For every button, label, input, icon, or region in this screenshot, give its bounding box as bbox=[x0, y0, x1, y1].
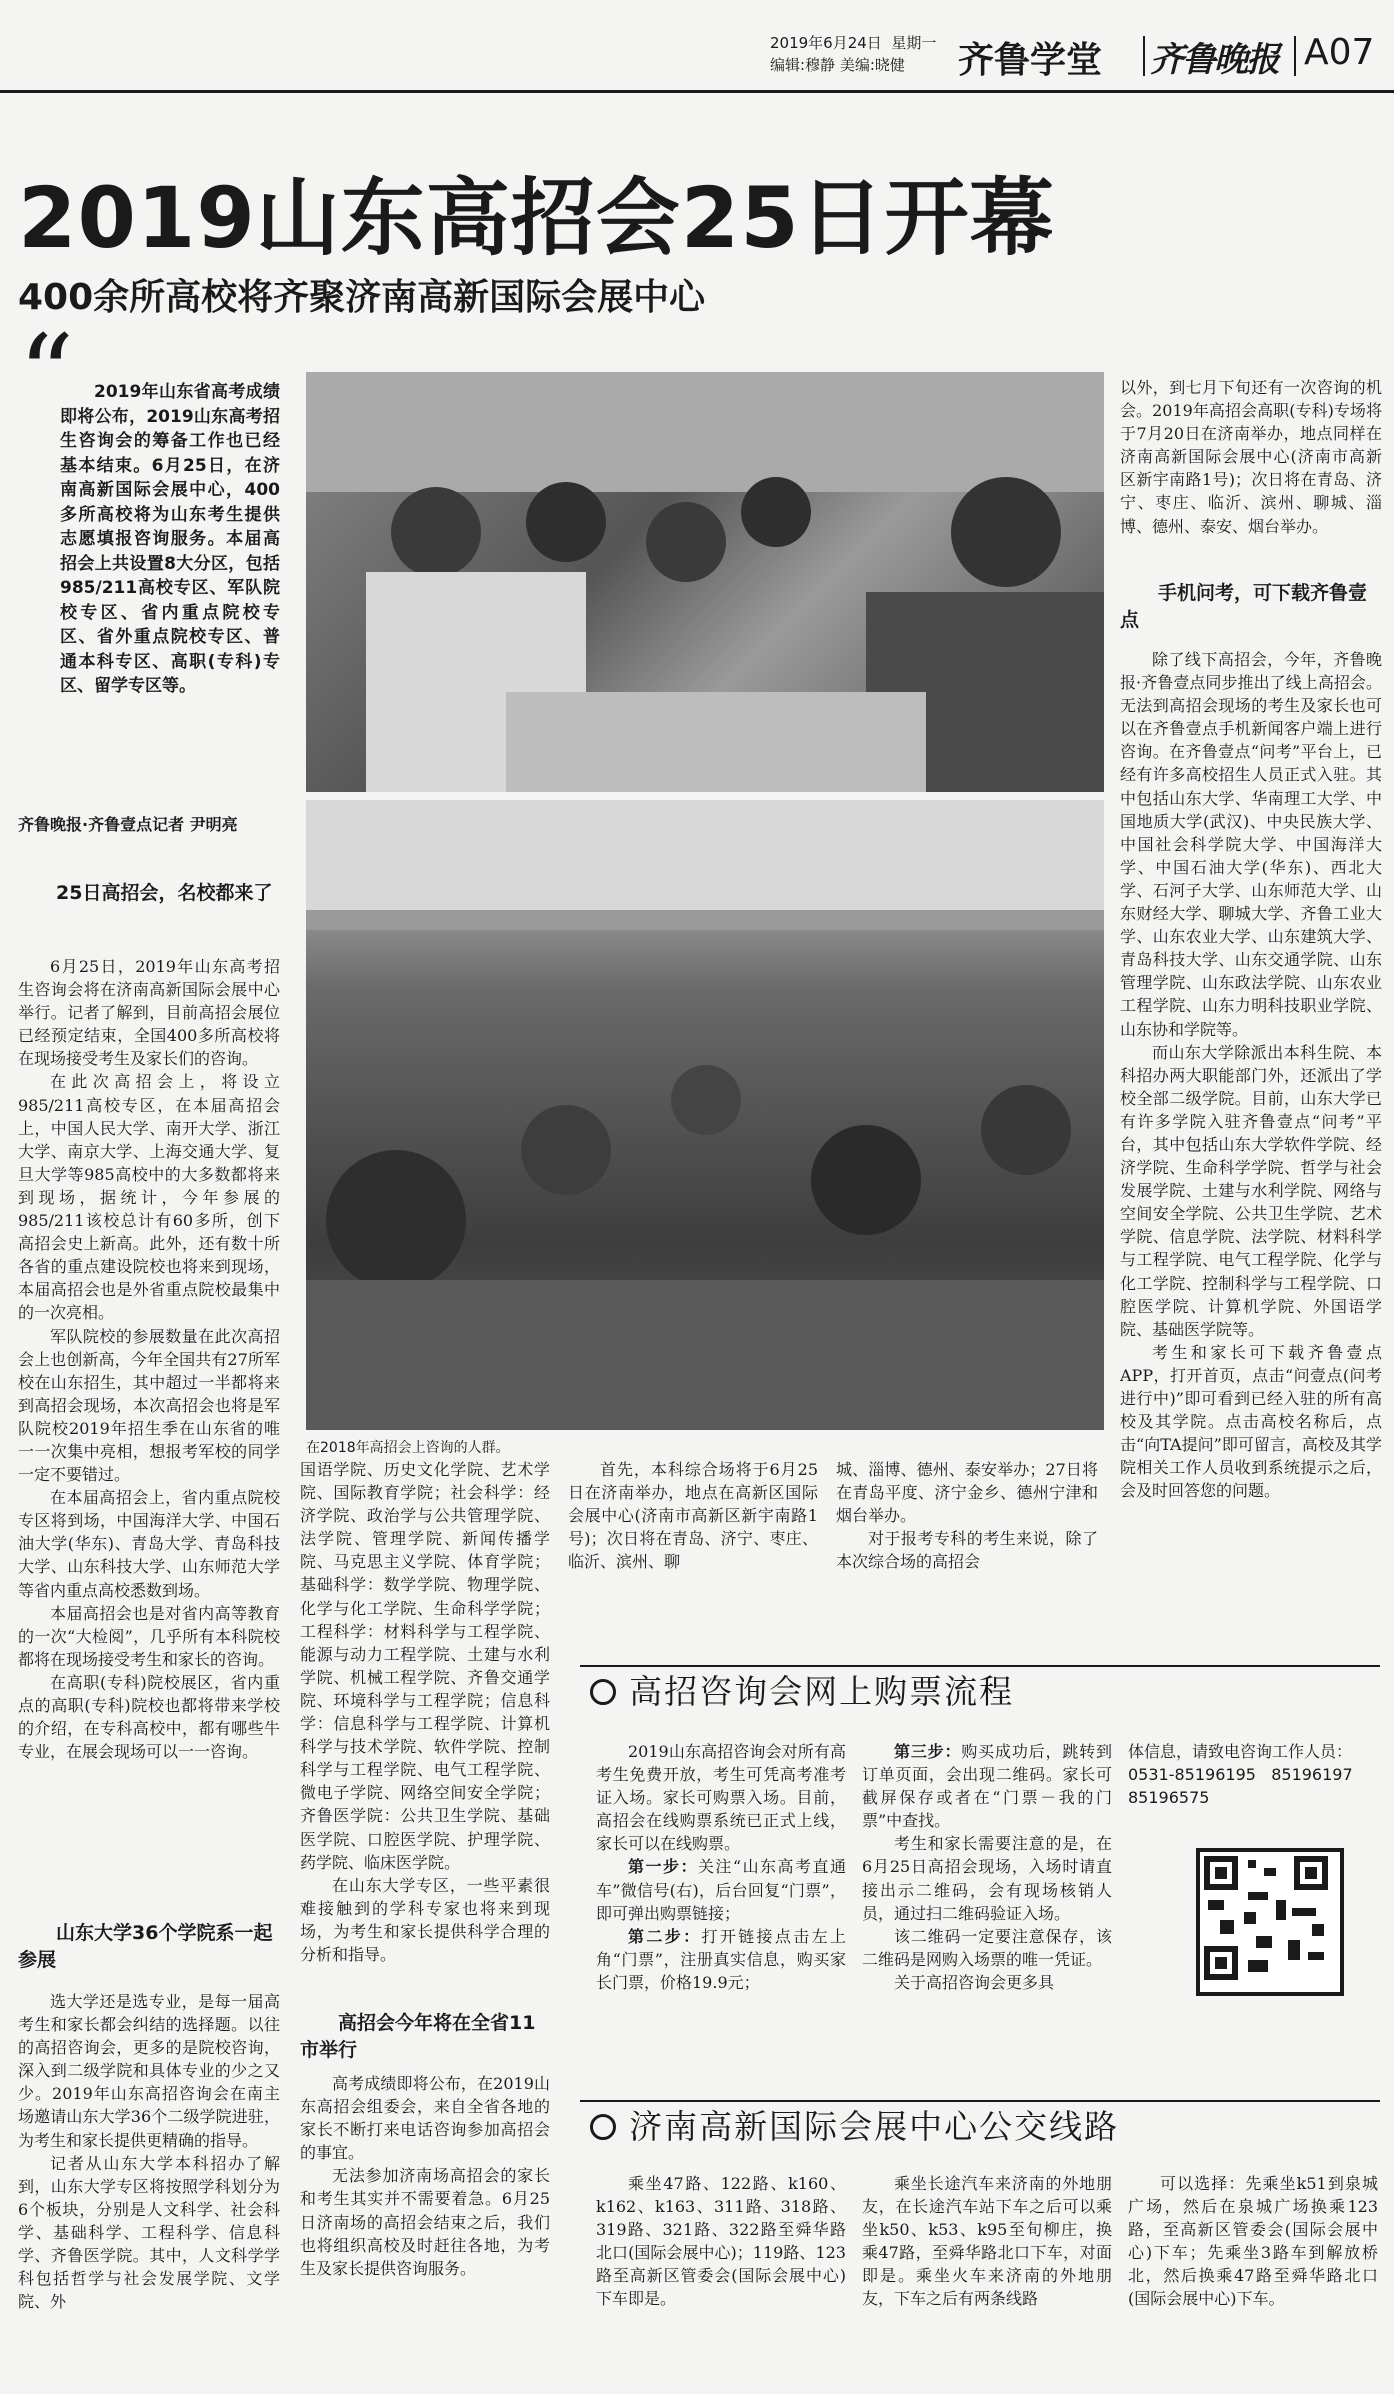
bus-box-heading: 济南高新国际会展中心公交线路 bbox=[629, 2107, 1120, 2146]
weekday: 星期一 bbox=[891, 34, 937, 52]
paragraph bbox=[596, 1925, 846, 1994]
col1-body bbox=[18, 955, 280, 1763]
phone-number: 0531-85196195 bbox=[1128, 1765, 1256, 1785]
paragraph: 在高职(专科)院校展区，省内重点的高职(专科)院校也都将带来学校的介绍，在专科高校中，都有哪些牛专业，在展会现场可以一一咨询。 bbox=[18, 1672, 280, 1762]
paragraph: 无法参加济南场高招会的家长和考生其实并不需要着急。6月25日济南场的高招会结束之后，我们也将组织高校及时赶往各地，为考生及家长提供咨询服务。 bbox=[300, 2166, 550, 2278]
ring-icon bbox=[590, 2114, 616, 2140]
qr-code-pattern bbox=[1200, 1852, 1332, 1984]
header-divider bbox=[1143, 36, 1145, 76]
col2-subheading: 高招会今年将在全省11市举行 bbox=[300, 2012, 536, 2061]
paragraph: 高考成绩即将公布，在2019山东高招会组委会，来自全省各地的家长不断打来电话咨询参加高招会的事宜。 bbox=[300, 2074, 550, 2163]
paragraph bbox=[862, 1740, 1112, 1832]
ticket-box-title bbox=[580, 1665, 1380, 1717]
paragraph: 城、淄博、德州、泰安举办；27日将在青岛平度、济宁金乡、德州宁津和烟台举办。 bbox=[836, 1460, 1098, 1526]
col4-body-2 bbox=[1120, 648, 1382, 1502]
paragraph: 在此次高招会上，将设立985/211高校专区，在本届高招会上，中国人民大学、南开大学、浙江大学、南京大学、上海交通大学、复旦大学等985高校中的大多数都将来到现场，据统计，今年参展的985/211该校总计有60多所，创下高招会史上新高。此外，还有数十所各省的重点建设院校也将来到现场，本届高招会也是外省重点院校最集中的一次亮相。 bbox=[18, 1072, 280, 1323]
page-number: A07 bbox=[1304, 32, 1375, 73]
paper-logo: 齐鲁晚报 bbox=[1150, 40, 1278, 80]
paragraph: 军队院校的参展数量在此次高招会上也创新高，今年全国共有27所军校在山东招生，其中超过一半都将来到高招会现场，本次高招会也将是军队院校2019年招生季在山东省的唯一一次集中亮相，想报考军校的同学一定不要错过。 bbox=[18, 1326, 280, 1485]
header-divider-2 bbox=[1294, 36, 1296, 76]
paragraph: 国语学院、历史文化学院、艺术学院、国际教育学院；社会科学：经济学院、政治学与公共管理学院、法学院、管理学院、新闻传播学院、马克思主义学院、体育学院；基础科学：数学学院、物理学院、化学与化工学院、生命科学学院；工程科学：材料科学与工程学院、能源与动力工程学院、土建与水利学院、机械工程学院、齐鲁交通学院、环境科学与工程学院；信息科学：信息科学与工程学院、计算机科学与技术学院、软件学院、控制科学与工程学院、电气工程学院、微电子学院、网络空间安全学院；齐鲁医学院：公共卫生学院、基础医学院、口腔医学院、护理学院、药学院、临床医学院。 bbox=[300, 1460, 550, 1872]
paragraph: 除了线下高招会，今年，齐鲁晚报·齐鲁壹点同步推出了线上高招会。无法到高招会现场的考生及家长也可以在齐鲁壹点手机新闻客户端上进行咨询。在齐鲁壹点“问考”平台上，已经有许多高校招生人员正式入驻。其中包括山东大学、华南理工大学、中国地质大学(武汉)、中央民族大学、中国社会科学院大学、中国海洋大学、中国石油大学(华东)、西北大学、石河子大学、山东师范大学、山东财经大学、聊城大学、齐鲁工业大学、山东农业大学、山东建筑大学、青岛科技大学、山东交通学院、山东管理学院、山东政法学院、山东农业工程学院、山东力明科技职业学院、山东协和学院等。 bbox=[1120, 650, 1382, 1039]
col1-body-2 bbox=[18, 1990, 280, 2313]
header-rule bbox=[0, 90, 1394, 93]
col1-subheading: 山东大学36个学院系一起参展 bbox=[18, 1922, 273, 1971]
paragraph: 首先，本科综合场将于6月25日在济南举办，地点在高新区国际会展中心(济南市高新区新宇南路1号)；次日将在青岛、济宁、枣庄、临沂、滨州、聊 bbox=[568, 1460, 818, 1572]
ticket-col1 bbox=[596, 1740, 846, 1994]
bus-col1: 乘坐47路、122路、k160、k162、k163、311路、318路、319路、321路、322路至舜华路北口(国际会展中心)；119路、123路至高新区管委会(国际会展中心)下车即是。 bbox=[596, 2174, 846, 2309]
paragraph: 选大学还是选专业，是每一届高考生和家长都会纠结的选择题。以往的高招咨询会，更多的是院校咨询，深入到二级学院和具体专业的少之又少。2019年山东高招咨询会在南主场邀请山东大学36个二级学院进驻，为考生和家长提供更精确的指导。 bbox=[18, 1992, 280, 2150]
col2-body-2 bbox=[300, 2072, 550, 2280]
step1-text: 关注“山东高考直通车”微信号(右)，后台回复“门票”，即可弹出购票链接； bbox=[596, 1857, 846, 1923]
paragraph bbox=[596, 1855, 846, 1924]
phone-number: 85196197 bbox=[1271, 1765, 1353, 1785]
photo-bottom bbox=[306, 800, 1104, 1430]
paragraph: 在本届高招会上，省内重点院校专区将到场，中国海洋大学、中国石油大学(华东)、青岛大学、青岛科技大学、山东科技大学、山东师范大学等省内重点高校悉数到场。 bbox=[18, 1488, 280, 1600]
headline: 2019山东高招会25日开幕 bbox=[18, 169, 1055, 267]
col3b-body bbox=[836, 1458, 1098, 1573]
ring-icon bbox=[590, 1679, 616, 1705]
ticket-col2 bbox=[862, 1740, 1112, 1994]
photo-caption: 在2018年高招会上咨询的人群。 bbox=[306, 1440, 510, 1456]
paragraph: 对于报考专科的考生来说，除了本次综合场的高招会 bbox=[836, 1529, 1098, 1572]
paragraph: 本届高招会也是对省内高等教育的一次“大检阅”，几乎所有本科院校都将在现场接受考生和家长的咨询。 bbox=[18, 1603, 280, 1669]
col1-heading: 25日高招会，名校都来了 bbox=[56, 882, 273, 904]
qr-code-icon bbox=[1196, 1848, 1344, 1996]
ticket-col3 bbox=[1128, 1740, 1378, 1809]
header-editors: 编辑:穆静 美编:晓健 bbox=[770, 56, 905, 74]
date: 2019年6月24日 bbox=[770, 34, 882, 52]
bus-box-title bbox=[580, 2100, 1380, 2152]
step2-text: 打开链接点击左上角“门票”，注册真实信息，购买家长门票，价格19.9元； bbox=[596, 1926, 846, 1992]
photo-bottom-image bbox=[306, 800, 1104, 1430]
phone-row bbox=[1128, 1763, 1378, 1786]
contact-text: 体信息，请致电咨询工作人员： bbox=[1128, 1742, 1353, 1761]
header-date bbox=[770, 32, 936, 53]
phone-number: 85196575 bbox=[1128, 1788, 1210, 1808]
bus-col3: 可以选择：先乘坐k51到泉城广场，然后在泉城广场换乘123路，至高新区管委会(国际会展中心)下车；先乘坐3路车到解放桥北，然后换乘47路至舜华路北口(国际会展中心)下车。 bbox=[1128, 2174, 1378, 2309]
paragraph: 而山东大学除派出本科生院、本科招办两大职能部门外，还派出了学校全部二级学院。目前，山东大学已有许多学院入驻齐鲁壹点“问考”平台，其中包括山东大学软件学院、经济学院、生命科学学院、哲学与社会发展学院、土建与水利学院、网络与空间安全学院、公共卫生学院、艺术学院、信息学院、法学院、材料科学与工程学院、电气工程学院、化学与化工学院、控制科学与工程学院、口腔医学院、计算机学院、外国语学院、基础医学院等。 bbox=[1120, 1042, 1382, 1339]
byline: 齐鲁晚报·齐鲁壹点记者 尹明亮 bbox=[18, 815, 238, 834]
photo-top-image bbox=[306, 372, 1104, 792]
quote-mark-icon: “ bbox=[18, 311, 75, 439]
step3-label: 第三步： bbox=[894, 1742, 962, 1761]
lead-text: 2019年山东省高考成绩即将公布，2019山东高考招生咨询会的筹备工作也已经基本结束。6月25日，在济南高新国际会展中心，400多所高校将为山东考生提供志愿填报咨询服务。本届高招会上共设置8大分区，包括985/211高校专区、军队院校专区、省内重点院校专区、省外重点院校专区、普通本科专区、高职(专科)专区、留学专区等。 bbox=[60, 382, 280, 696]
ticket-box-heading: 高招咨询会网上购票流程 bbox=[629, 1672, 1015, 1711]
paragraph: 6月25日，2019年山东高考招生咨询会将在济南高新国际会展中心举行。记者了解到，目前高招会展位已经预定结束，全国400多所高校将在现场接受考生及家长们的咨询。 bbox=[18, 957, 280, 1069]
bus-col2: 乘坐长途汽车来济南的外地朋友，在长途汽车站下车之后可以乘坐k50、k53、k95至旬柳庄，换乘47路，至舜华路北口下车，对面即是。乘坐火车来济南的外地朋友，下车之后有两条线路 bbox=[862, 2174, 1112, 2309]
paragraph: 2019山东高招咨询会对所有高考生免费开放，考生可凭高考准考证入场。家长可购票入场。目前，高招会在线购票系统已正式上线，家长可以在线购票。 bbox=[596, 1742, 846, 1854]
col4-body bbox=[1120, 376, 1382, 538]
step3-text: 购买成功后，跳转到订单页面，会出现二维码。家长可截屏保存或者在“门票－我的门票”中查找。 bbox=[862, 1742, 1112, 1831]
paragraph: 记者从山东大学本科招办了解到，山东大学专区将按照学科划分为6个板块，分别是人文科学、社会科学、基础科学、工程科学、信息科学、齐鲁医学院。其中，人文科学学科包括哲学与社会发展学院、文学院、外 bbox=[18, 2153, 280, 2312]
col4-subheading: 手机问考，可下载齐鲁壹点 bbox=[1120, 582, 1368, 631]
step1-label: 第一步： bbox=[628, 1857, 698, 1877]
subheadline: 400余所高校将齐聚济南高新国际会展中心 bbox=[18, 277, 706, 318]
paragraph: 考生和家长可下载齐鲁壹点APP，打开首页，点击“问壹点(问考进行中)”即可看到已经入驻的所有高校及其学院。点击高校名称后，点击“向TA提问”即可留言，高校及其学院相关工作人员收到系统提示之后，会及时回答您的问题。 bbox=[1120, 1342, 1382, 1501]
paragraph: 在山东大学专区，一些平素很难接触到的学科专家也将来到现场，为考生和家长提供科学合理的分析和指导。 bbox=[300, 1875, 550, 1964]
paragraph: 该二维码一定要注意保存，该二维码是网购入场票的唯一凭证。 bbox=[862, 1926, 1112, 1969]
paragraph: 关于高招咨询会更多具 bbox=[894, 1972, 1055, 1992]
col3-body bbox=[568, 1458, 818, 1573]
photo-top bbox=[306, 372, 1104, 792]
paragraph: 考生和家长需要注意的是，在6月25日高招会现场，入场时请直接出示二维码，会有现场核销人员，通过扫二维码验证入场。 bbox=[862, 1834, 1112, 1923]
paragraph: 以外，到七月下旬还有一次咨询的机会。2019年高招会高职(专科)专场将于7月20日在济南举办，地点同样在济南高新国际会展中心(济南市高新区新宇南路1号)；次日将在青岛、济宁、枣庄、临沂、滨州、聊城、淄博、德州、泰安、烟台举办。 bbox=[1120, 378, 1382, 536]
col2-body bbox=[300, 1458, 550, 1966]
step2-label: 第二步： bbox=[628, 1926, 702, 1946]
section-name: 齐鲁学堂 bbox=[958, 40, 1103, 81]
